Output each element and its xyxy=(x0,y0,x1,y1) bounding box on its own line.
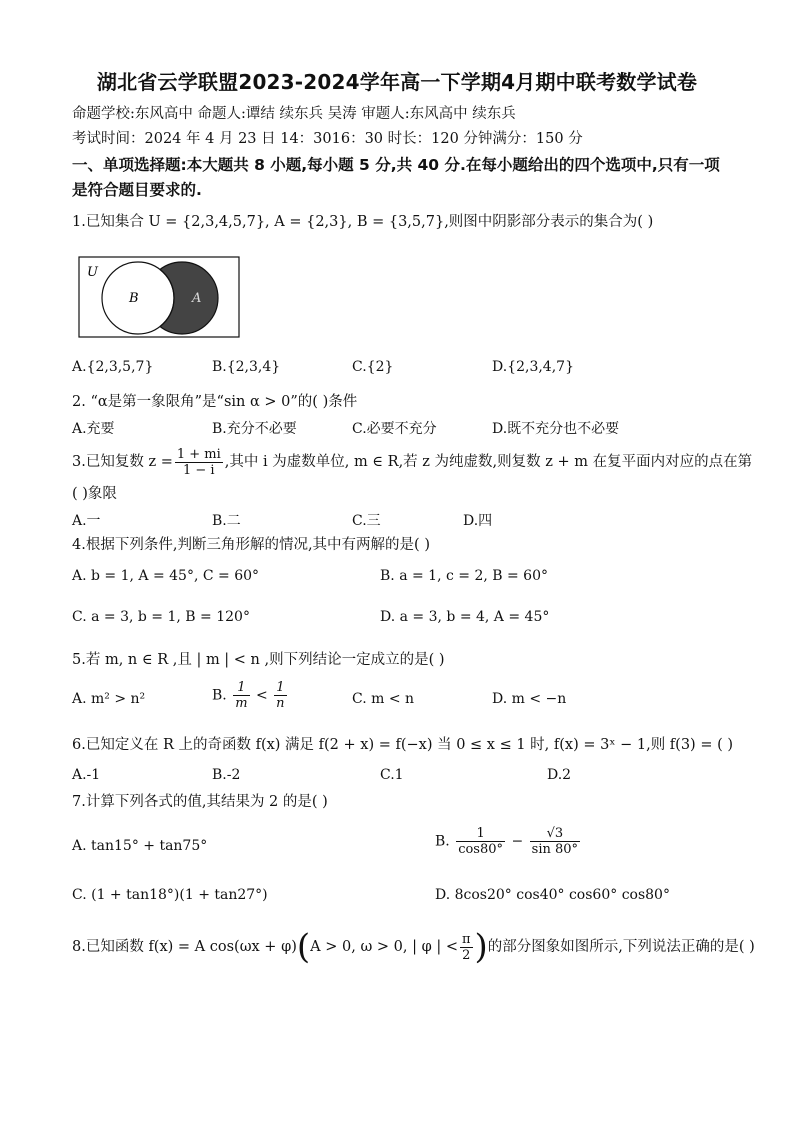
q8-condition: A > 0, ω > 0, | φ | < xyxy=(310,939,458,955)
q1-option-c[interactable]: C.{2} xyxy=(352,359,394,375)
q3-option-a[interactable]: A.一 xyxy=(72,513,101,529)
q2-option-b[interactable]: B.充分不必要 xyxy=(212,421,297,437)
q2-option-a[interactable]: A.充要 xyxy=(72,421,115,437)
q2-option-d[interactable]: D.既不充分也不必要 xyxy=(492,421,620,437)
q5-option-d[interactable]: D. m < −n xyxy=(492,691,567,707)
q3-stem-post: ,其中 i 为虚数单位, m ∈ R,若 z 为纯虚数,则复数 z + m 在复平面内对应的点在第 xyxy=(224,454,753,470)
q5-option-b-label: B. xyxy=(212,687,227,704)
q5-b-den-1: m xyxy=(235,696,248,711)
q3-stem-pre: 3.已知复数 z = xyxy=(72,454,173,470)
author-info: 命题学校:东风高中 命题人:谭结 续东兵 吴涛 审题人:东风高中 续东兵 xyxy=(72,106,516,122)
q4-option-d[interactable]: D. a = 3, b = 4, A = 45° xyxy=(380,609,550,625)
q5-option-a[interactable]: A. m² > n² xyxy=(72,691,146,707)
q6-option-a[interactable]: A.-1 xyxy=(72,767,101,783)
q4-option-b[interactable]: B. a = 1, c = 2, B = 60° xyxy=(380,568,548,584)
q8-pi-num: π xyxy=(461,931,471,947)
q1-option-d[interactable]: D.{2,3,4,7} xyxy=(492,359,574,375)
q2-option-c[interactable]: C.必要不充分 xyxy=(352,421,437,437)
q7-option-a[interactable]: A. tan15° + tan75° xyxy=(72,838,208,854)
q8-pi-den: 2 xyxy=(462,947,471,963)
venn-diagram xyxy=(78,256,240,338)
q5-b-frac-1 xyxy=(233,680,249,711)
q5-b-num-2: 1 xyxy=(274,680,286,696)
venn-label-b: B xyxy=(129,291,139,306)
q5-option-c[interactable]: C. m < n xyxy=(352,691,415,707)
question-4-stem: 4.根据下列条件,判断三角形解的情况,其中有两解的是( ) xyxy=(72,537,430,553)
q7-b-num-1: 1 xyxy=(456,826,505,842)
q5-b-den-2: n xyxy=(276,696,285,711)
q7-b-num-2: √3 xyxy=(530,826,580,842)
q3-denominator: 1 − i xyxy=(183,462,215,478)
venn-label-u: U xyxy=(87,265,98,280)
q3-fraction xyxy=(175,447,223,478)
question-1-stem: 1.已知集合 U = {2,3,4,5,7}, A = {2,3}, B = {3,5,7},则图中阴影部分表示的集合为( ) xyxy=(72,214,654,230)
question-3-stem xyxy=(72,446,752,478)
q3-numerator: 1 + mi xyxy=(176,446,221,462)
q7-option-b-label: B. xyxy=(435,833,450,850)
q7-option-c[interactable]: C. (1 + tan18°)(1 + tan27°) xyxy=(72,887,268,903)
page-title: 湖北省云学联盟2023-2024学年高一下学期4月期中联考数学试卷 xyxy=(96,70,698,94)
q6-option-d[interactable]: D.2 xyxy=(547,767,572,783)
q7-b-den-1: cos80° xyxy=(458,842,504,857)
q4-option-a[interactable]: A. b = 1, A = 45°, C = 60° xyxy=(72,568,260,584)
question-8-stem xyxy=(72,928,755,966)
q5-b-frac-2 xyxy=(274,680,286,711)
q8-paren-left: ( xyxy=(296,927,311,967)
q8-stem-pre: 8.已知函数 f(x) = A cos(ωx + φ) xyxy=(72,939,297,955)
question-2-stem: 2. “α是第一象限角”是“sin α > 0”的( )条件 xyxy=(72,394,358,410)
q8-pi-fraction xyxy=(460,932,473,963)
q7-option-d[interactable]: D. 8cos20° cos40° cos60° cos80° xyxy=(435,887,670,903)
exam-time-info: 考试时间：2024 年 4 月 23 日 14：3016：30 时长：120 分钟满分：150 分 xyxy=(72,131,583,147)
q1-option-a[interactable]: A.{2,3,5,7} xyxy=(72,359,154,375)
q7-option-b[interactable]: B. $\frac{1}{\cos 80^\circ}$ − $\frac{√3}{\sin 80^\circ}$ xyxy=(435,826,579,857)
q4-option-c[interactable]: C. a = 3, b = 1, B = 120° xyxy=(72,609,250,625)
question-7-stem: 7.计算下列各式的值,其结果为 2 的是( ) xyxy=(72,794,328,810)
section-heading-cont: 是符合题目要求的. xyxy=(72,181,202,199)
q5-option-b[interactable]: B. $\frac{1}{m}$ < $\frac{1}{n}$ xyxy=(212,680,285,711)
q1-option-b[interactable]: B.{2,3,4} xyxy=(212,359,281,375)
question-5-stem: 5.若 m, n ∈ R ,且 | m | < n ,则下列结论一定成立的是( ) xyxy=(72,652,445,668)
q8-paren-right: ) xyxy=(474,927,488,967)
section-heading: 一、单项选择题:本大题共 8 小题,每小题 5 分,共 40 分.在每小题给出的四个选项中,只有一项 xyxy=(72,156,720,174)
q3-option-b[interactable]: B.二 xyxy=(212,513,241,529)
q7-b-frac-1 xyxy=(456,826,505,857)
venn-label-a: A xyxy=(192,291,202,306)
question-3-cont: ( )象限 xyxy=(72,486,117,502)
q7-b-den-2: sin 80° xyxy=(531,842,579,857)
q8-stem-post: 的部分图象如图所示,下列说法正确的是( ) xyxy=(487,939,755,955)
q5-b-num-1: 1 xyxy=(233,680,249,696)
q3-option-d[interactable]: D.四 xyxy=(463,513,493,529)
q3-option-c[interactable]: C.三 xyxy=(352,513,381,529)
question-6-stem: 6.已知定义在 R 上的奇函数 f(x) 满足 f(2 + x) = f(−x) 当 0 ≤ x ≤ 1 时, f(x) = 3ˣ − 1,则 f(3) = ( ) xyxy=(72,737,733,753)
q7-b-frac-2 xyxy=(530,826,580,857)
q6-option-c[interactable]: C.1 xyxy=(380,767,404,783)
q6-option-b[interactable]: B.-2 xyxy=(212,767,241,783)
